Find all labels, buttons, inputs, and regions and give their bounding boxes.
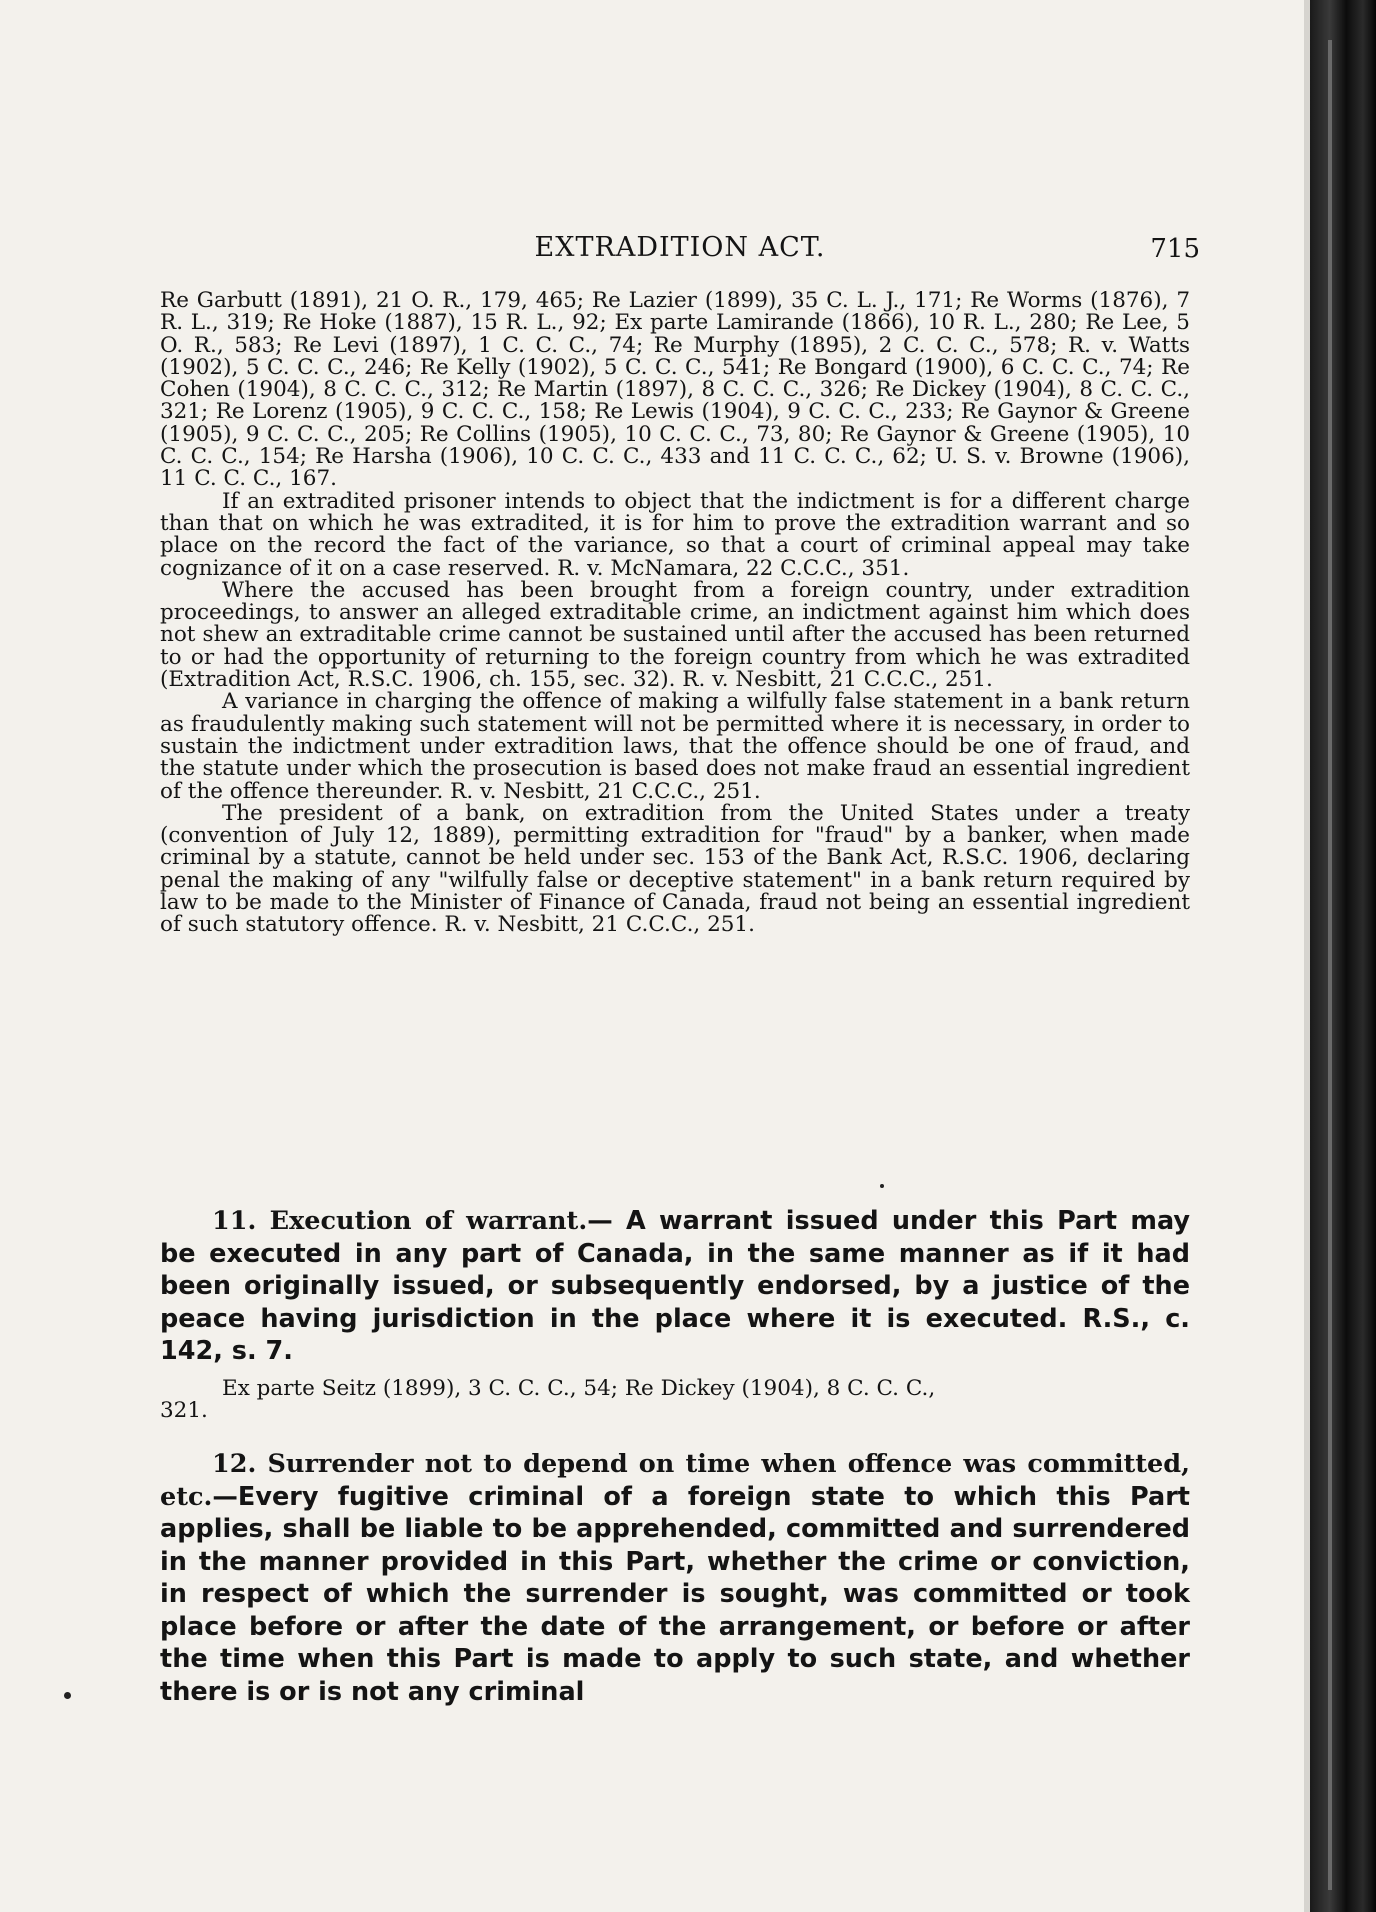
case-citations-paragraph: Re Garbutt (1891), 21 O. R., 179, 465; Re Lazier (1899), 35 C. L. J., 171; Re Worms (1876), 7 R. L., 319; Re Hoke (1887), 15 R. L., 92; Ex parte Lamirande (1866), 10 R. L., 280; Re Lee, 5 O. R., 583; Re Levi (1897), 1 C. C. C., 74; Re Murphy (1895), 2 C. C. C., 578; R. v. Watts (1902), 5 C. C. C., 246; Re Kelly (1902), 5 C. C. C., 541; Re Bongard (1900), 6 C. C. C., 74; Re Cohen (1904), 8 C. C. C., 312; Re Martin (1897), 8 C. C. C., 326; Re Dickey (1904), 8 C. C. C., 321; Re Lorenz (1905), 9 C. C. C., 158; Re Lewis (1904), 9 C. C. C., 233; Re Gaynor & Greene (1905), 9 C. C. C., 205; Re Collins (1905), 10 C. C. C., 73, 80; Re Gaynor & Greene (1905), 10 C. C. C., 154; Re Harsha (1906), 10 C. C. C., 433 and 11 C. C. C., 62; U. S. v. Browne (1906), 11 C. C. C., 167. [160, 288, 1190, 492]
citation-continued: 321. [160, 1398, 208, 1423]
section-dash: — [587, 1206, 613, 1236]
section-12-body: Every fugitive criminal of a foreign state to which this Part applies, shall be liable to be apprehended, committed and surrendered in the manner provided in this Part, whether the crime or conviction, in respect of which the surrender is sought, was committed or took place before or after the date of the arrangement, or before or after the time when this Part is made to apply to such state, and whether there is or is not any criminal [160, 1481, 1190, 1707]
note-paragraph: A variance in charging the offence of making a wilfully false statement in a bank return as fraudulently making such statement will not be permitted where it is necessary, in order to sustain the indictment under extradition laws, that the offence should be one of fraud, and the statute under which the prosecution is based does not make fraud an essential ingredient of the offence thereunder. R. v. Nesbitt, 21 C.C.C., 251. [160, 689, 1190, 804]
ink-speck [64, 1692, 71, 1699]
section-dash: — [212, 1481, 238, 1512]
section-11-body: A warrant issued under this Part may be executed in any part of Canada, in the same manner as if it had been originally issued, or subsequently endorsed, by a justice of the peace having jurisdiction in the place where it is executed. R.S., c. 142, s. 7. [160, 1206, 1190, 1366]
section-11-heading: 11. Execution of warrant. [212, 1206, 588, 1236]
running-title: EXTRADITION ACT. [534, 232, 826, 263]
running-header [160, 232, 1200, 272]
section-12 [160, 1448, 1190, 1708]
page-number: 715 [1150, 234, 1200, 264]
citation-text: Ex parte Seitz (1899), 3 C. C. C., 54; Re Dickey (1904), 8 C. C. C., [222, 1376, 936, 1401]
note-paragraph: The president of a bank, on extradition from the United States under a treaty (convention of July 12, 1889), permitting extradition for "fraud" by a banker, when made criminal by a statute, cannot be held under sec. 153 of the Bank Act, R.S.C. 1906, declaring penal the making of any "wilfully false or deceptive statement" in a bank return required by law to be made to the Minister of Finance of Canada, fraud not being an essential ingredient of such statutory offence. R. v. Nesbitt, 21 C.C.C., 251. [160, 800, 1190, 938]
annotation-notes [160, 290, 1190, 937]
note-paragraph: If an extradited prisoner intends to object that the indictment is for a different charge than that on which he was extradited, it is for him to prove the extradition warrant and so place on the record the fact of the variance, so that a court of criminal appeal may take cognizance of it on a case reserved. R. v. McNamara, 22 C.C.C., 351. [160, 488, 1190, 581]
book-spine-edge [1310, 0, 1376, 1912]
note-paragraph: Where the accused has been brought from a foreign country, under extradition proceedings, to answer an alleged extraditable crime, an indictment against him which does not shew an extraditable crime cannot be sustained until after the accused has been returned to or had the opportunity of returning to the foreign country from which he was extradited (Extradition Act, R.S.C. 1906, ch. 155, sec. 32). R. v. Nesbitt, 21 C.C.C., 251. [160, 577, 1190, 693]
ink-speck [880, 1184, 884, 1188]
spine-highlight [1328, 40, 1332, 1890]
section-11 [160, 1205, 1190, 1368]
section-12-heading: 12. Surrender not to depend on time when offence was committed, etc. [160, 1449, 1190, 1512]
section-11-citation [160, 1374, 1190, 1423]
